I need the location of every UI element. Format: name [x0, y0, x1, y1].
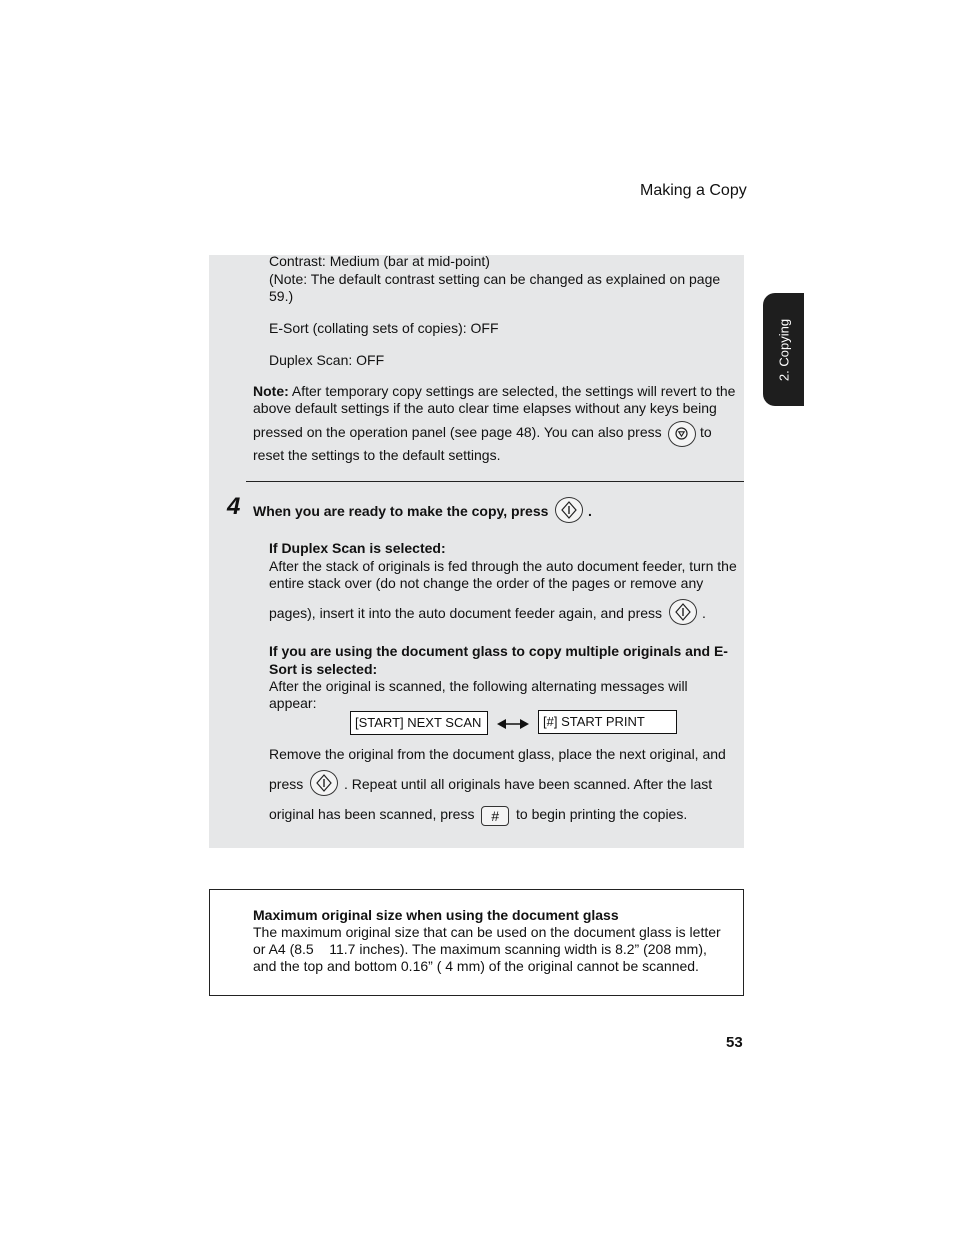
step-number: 4 [227, 493, 241, 520]
info-box-line2: or A4 (8.5 11.7 inches). The maximum scanning width is 8.2” (208 mm), [253, 941, 707, 957]
note-text: After temporary copy settings are selected, the settings will revert to the [291, 383, 736, 399]
info-box-line3: and the top and bottom 0.16” ( 4 mm) of the original cannot be scanned. [253, 958, 699, 974]
contrast-note-line2: 59.) [269, 288, 294, 304]
glass-line2: appear: [269, 695, 317, 711]
section-title: Making a Copy [640, 182, 747, 199]
glass-line4: press [269, 776, 304, 792]
note-line1 [253, 383, 735, 400]
glass-line5: original has been scanned, press [269, 806, 475, 822]
info-box-title: Maximum original size when using the document glass [253, 907, 619, 923]
default-duplex: Duplex Scan: OFF [269, 352, 385, 368]
section-divider [246, 481, 744, 482]
step4-instruction: When you are ready to make the copy, press [253, 503, 549, 519]
note-line3-end: to [700, 424, 712, 440]
duplex-line2: entire stack over (do not change the order of the pages or remove any [269, 575, 704, 591]
duplex-line3: pages), insert it into the auto document feeder again, and press [269, 605, 663, 621]
duplex-heading: If Duplex Scan is selected: [269, 540, 446, 556]
default-esort: E-Sort (collating sets of copies): OFF [269, 320, 499, 336]
note-line4: reset the settings to the default settings. [253, 447, 501, 463]
stop-key-icon [668, 421, 696, 447]
glass-line1: After the original is scanned, the following alternating messages will [269, 678, 688, 694]
chapter-tab-label: 2. Copying [776, 318, 791, 381]
alternating-arrows-icon [497, 717, 529, 735]
display-message-next-scan: [START] NEXT SCAN [350, 711, 488, 735]
contrast-note-line1: (Note: The default contrast setting can be changed as explained on page [269, 271, 721, 287]
glass-line3: Remove the original from the document glass, place the next original, and [269, 746, 726, 762]
start-key-icon [310, 770, 338, 796]
step4-instruction-end: . [588, 503, 592, 519]
default-contrast: Contrast: Medium (bar at mid-point) [269, 253, 490, 269]
note-label: Note: [253, 383, 289, 399]
page-number: 53 [726, 1034, 743, 1051]
start-key-icon [669, 599, 697, 625]
glass-heading-line1: If you are using the document glass to copy multiple originals and E- [269, 643, 728, 659]
start-key-icon [555, 497, 583, 523]
duplex-line1: After the stack of originals is fed through the auto document feeder, turn the [269, 558, 737, 574]
glass-line5-end: to begin printing the copies. [516, 806, 688, 822]
chapter-tab [763, 293, 804, 406]
note-line3: pressed on the operation panel (see page 48). You can also press [253, 424, 662, 440]
glass-heading-line2: Sort is selected: [269, 661, 378, 677]
duplex-line3-end: . [702, 605, 706, 621]
glass-line4-end: . Repeat until all originals have been scanned. After the last [344, 776, 713, 792]
note-line2: above default settings if the auto clear time elapses without any keys being [253, 400, 717, 416]
hash-key-icon: # [481, 806, 509, 826]
info-box-line1: The maximum original size that can be used on the document glass is letter [253, 924, 721, 940]
display-message-start-print: [#] START PRINT [538, 710, 677, 734]
